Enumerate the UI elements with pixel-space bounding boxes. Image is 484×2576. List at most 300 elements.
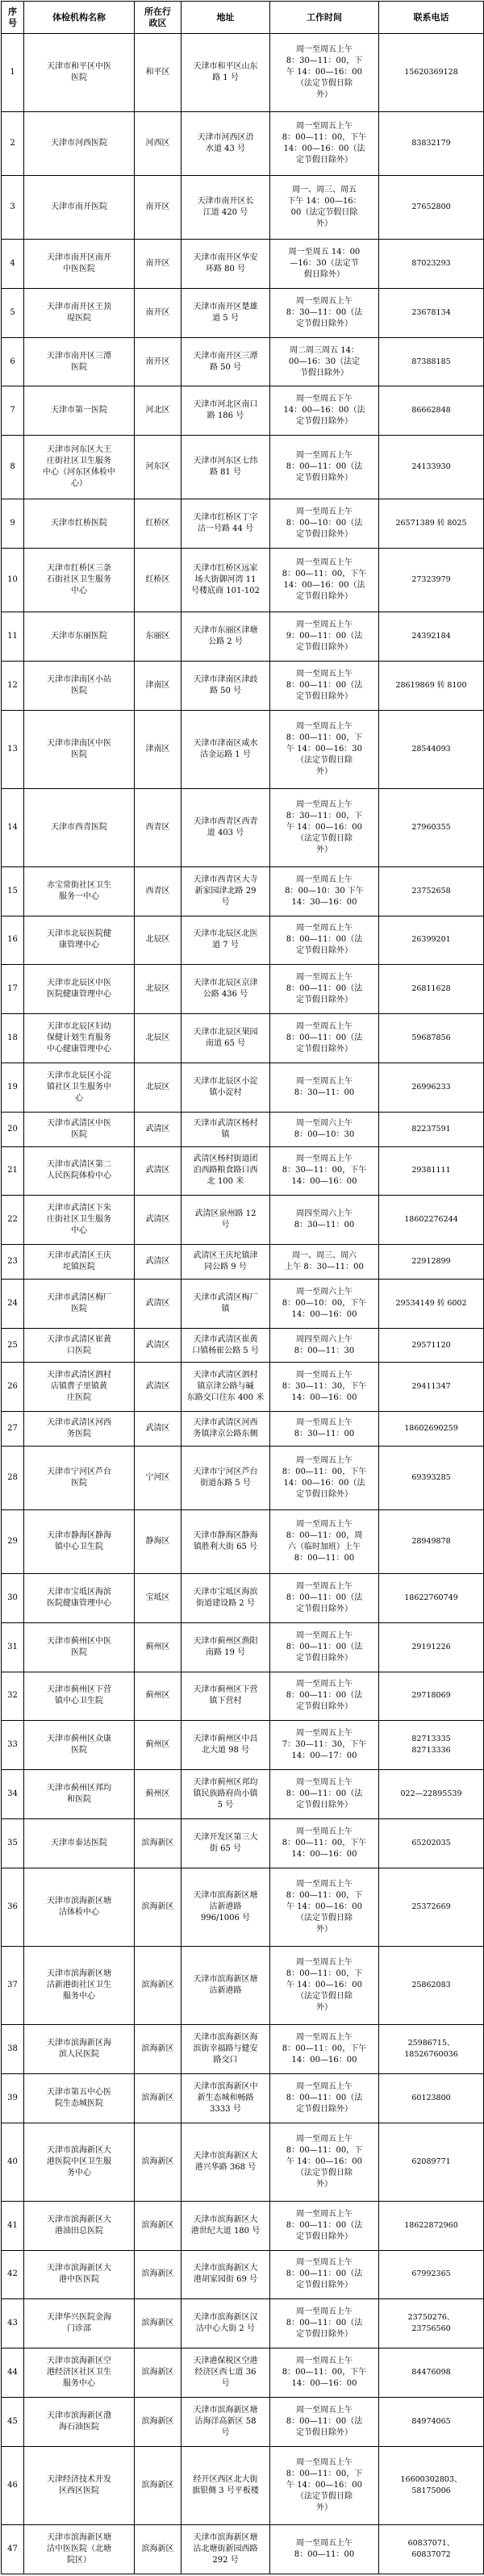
cell-no: 14	[2, 788, 24, 866]
table-row	[2, 2201, 484, 2250]
cell-no: 24	[2, 1279, 24, 1328]
cell-no: 34	[2, 1770, 24, 1819]
cell-district: 北辰区	[135, 965, 182, 1014]
cell-district: 滨海新区	[135, 2024, 182, 2073]
cell-hours: 周一至周五上午 8：00—10：30 下午 14：30—16：00	[270, 866, 379, 916]
cell-phone: 82237591	[379, 1112, 484, 1146]
cell-address: 天津市北辰区京津 公路 436 号	[182, 965, 270, 1014]
table-row	[2, 1412, 484, 1447]
cell-no: 11	[2, 612, 24, 661]
table-row	[2, 1770, 484, 1819]
cell-no: 10	[2, 549, 24, 612]
cell-district: 滨海新区	[135, 2446, 182, 2524]
cell-phone: 26811628	[379, 965, 484, 1014]
cell-phone: 84476098	[379, 2348, 484, 2398]
cell-no: 17	[2, 965, 24, 1014]
cell-phone: 86662848	[379, 386, 484, 436]
cell-address: 天津市武清区梅厂 镇	[182, 1279, 270, 1328]
cell-no: 7	[2, 386, 24, 436]
cell-hours: 周一至周五上午 8：00—11：00，下 午 14：00—16：00 （法定节假日除 外）	[270, 1946, 379, 2024]
cell-org-name: 天津市泰达医院	[24, 1819, 135, 1868]
cell-phone: 26571389 转 8025	[379, 499, 484, 549]
cell-hours: 周一至周五上午 8：30—11：30，下午 14：00—16：00	[270, 1363, 379, 1412]
table-row	[2, 1112, 484, 1146]
cell-no: 5	[2, 288, 24, 337]
cell-address: 天津市静海区静海 镇胜利大街 65 号	[182, 1509, 270, 1573]
cell-address: 天津市滨海新区海 滨街幸福路与健安 路交口	[182, 2024, 270, 2073]
cell-phone: 28544093	[379, 710, 484, 788]
cell-district: 津南区	[135, 710, 182, 788]
cell-address: 武清区泉州路 12 号	[182, 1196, 270, 1245]
header-address: 地址	[182, 2, 270, 34]
cell-address: 天津市武清区杨村 镇	[182, 1112, 270, 1146]
cell-org-name: 天津市北辰区小淀 镇社区卫生服务中 心	[24, 1063, 135, 1113]
cell-phone: 23678134	[379, 288, 484, 337]
cell-org-name: 天津市滨海新区渤 海石油医院	[24, 2398, 135, 2447]
cell-hours: 周一至周五上午 8：00—11：00，下 午 14：00—16：00 （法定节假日除 外）	[270, 1868, 379, 1946]
table-row	[2, 1447, 484, 1510]
table-row	[2, 612, 484, 661]
cell-no: 13	[2, 710, 24, 788]
cell-org-name: 天津市红桥区三条 石街社区卫生服务 中心	[24, 549, 135, 612]
cell-phone: 60837071、 60837072	[379, 2524, 484, 2574]
cell-phone: 27960355	[379, 788, 484, 866]
table-row	[2, 2299, 484, 2348]
cell-phone: 18602276244	[379, 1196, 484, 1245]
cell-district: 武清区	[135, 1196, 182, 1245]
cell-org-name: 天津市津南区中医 医院	[24, 710, 135, 788]
cell-district: 滨海新区	[135, 1946, 182, 2024]
cell-phone: 87023293	[379, 239, 484, 288]
cell-hours: 周一至周五上午 8：30—11：00（法 定节假日除外）	[270, 288, 379, 337]
table-row	[2, 1573, 484, 1622]
cell-org-name: 天津市武清区中医 医院	[24, 1112, 135, 1146]
cell-district: 滨海新区	[135, 2250, 182, 2299]
cell-hours: 周一至周五上午 8：00—11：00（法 定节假日除外）	[270, 1672, 379, 1721]
cell-district: 北辰区	[135, 1014, 182, 1063]
cell-phone: 26996233	[379, 1063, 484, 1113]
cell-address: 天津市滨海新区大 港世纪大道 180 号	[182, 2201, 270, 2250]
table-row	[2, 499, 484, 549]
cell-org-name: 天津市河西医院	[24, 112, 135, 176]
table-row	[2, 2524, 484, 2574]
table-row	[2, 2073, 484, 2123]
cell-district: 南开区	[135, 288, 182, 337]
cell-no: 9	[2, 499, 24, 549]
table-row	[2, 661, 484, 710]
cell-phone: 022—22895539	[379, 1770, 484, 1819]
cell-no: 3	[2, 176, 24, 240]
table-row	[2, 337, 484, 386]
cell-org-name: 天津市武清区梅厂 医院	[24, 1279, 135, 1328]
table-row	[2, 176, 484, 240]
cell-no: 15	[2, 866, 24, 916]
cell-phone: 59687856	[379, 1014, 484, 1063]
cell-hours: 周一至周五下午 14：00—16：00（法 定节假日除外）	[270, 386, 379, 436]
cell-phone: 29718069	[379, 1672, 484, 1721]
cell-org-name: 天津市滨海新区塘 沽新港街社区卫生 服务中心	[24, 1946, 135, 2024]
cell-district: 河西区	[135, 112, 182, 176]
cell-address: 天津市滨海新区大 港兴华路 368 号	[182, 2123, 270, 2201]
cell-address: 天津市河东区七纬 路 81 号	[182, 436, 270, 499]
table-row	[2, 1363, 484, 1412]
cell-no: 26	[2, 1363, 24, 1412]
table-row	[2, 2024, 484, 2073]
cell-address: 天津市武清区泗村 镇京津公路与碱 东路交口往东 400 米	[182, 1363, 270, 1412]
cell-phone: 29534149 转 6002	[379, 1279, 484, 1328]
cell-org-name: 天津市蓟州区众康 医院	[24, 1721, 135, 1770]
cell-hours: 周一至周五上午 8：00—10：00（法 定节假日除外）	[270, 499, 379, 549]
cell-address: 天津市北辰区北医 道 7 号	[182, 916, 270, 965]
cell-district: 东丽区	[135, 612, 182, 661]
cell-address: 天津市滨海新区汉 沽中心大街 2 号	[182, 2299, 270, 2348]
cell-address: 天津市滨海新区塘 沽新港路	[182, 1946, 270, 2024]
cell-district: 西青区	[135, 788, 182, 866]
cell-no: 30	[2, 1573, 24, 1622]
table-row	[2, 2123, 484, 2201]
cell-phone: 69393285	[379, 1447, 484, 1510]
cell-address: 天津市武清区崔黄 口镇杨崔公路 5 号	[182, 1328, 270, 1363]
cell-address: 天津市滨海新区大 港胡家园街 69 号	[182, 2250, 270, 2299]
cell-hours: 周一至周五上午 8：00—11：00（法 定节假日除外）	[270, 2201, 379, 2250]
cell-no: 44	[2, 2348, 24, 2398]
table-row	[2, 386, 484, 436]
cell-district: 武清区	[135, 1279, 182, 1328]
header-phone: 联系电话	[379, 2, 484, 34]
institution-table	[1, 1, 484, 2574]
cell-no: 20	[2, 1112, 24, 1146]
cell-hours: 周一至周五上午 8：00—11：00，下午 14：00—16：00（法 定节假日除外）	[270, 1447, 379, 1510]
cell-hours: 周一至周五上午 8：30—11：00，下午 14：00—16：00	[270, 1146, 379, 1196]
table-row	[2, 1328, 484, 1363]
cell-no: 6	[2, 337, 24, 386]
cell-phone: 67992365	[379, 2250, 484, 2299]
cell-address: 天津市津南区咸水 沽金运路 1 号	[182, 710, 270, 788]
cell-address: 天津市蓟州区下营 镇下营村	[182, 1672, 270, 1721]
cell-no: 47	[2, 2524, 24, 2574]
cell-address: 天津市西青区大寺 新家园津北路 29 号	[182, 866, 270, 916]
cell-phone: 22912899	[379, 1245, 484, 1280]
cell-hours: 周一至周五上午 8：00—11：00，下午 14：00—16：00（法 定节假日除外）	[270, 112, 379, 176]
cell-hours: 周一至周五上午 8：00—11：00，下 午 14：00—16：30 （法定节假日除 外）	[270, 710, 379, 788]
cell-district: 静海区	[135, 1509, 182, 1573]
cell-org-name: 天津市南开区南开 中医医院	[24, 239, 135, 288]
cell-district: 滨海新区	[135, 2073, 182, 2123]
cell-phone: 60123800	[379, 2073, 484, 2123]
cell-district: 津南区	[135, 661, 182, 710]
cell-phone: 24133930	[379, 436, 484, 499]
cell-hours: 周一至周五上午 8：00—11：00，下午 14：00—16：00（法 定节假日除外）	[270, 549, 379, 612]
cell-phone: 23750276、 23756560	[379, 2299, 484, 2348]
cell-address: 天津港保税区空港 经济区西七道 36 号	[182, 2348, 270, 2398]
cell-phone: 18602690259	[379, 1412, 484, 1447]
cell-district: 武清区	[135, 1363, 182, 1412]
cell-hours: 周一至周五上午 8：00—11：00，下午 14：00—16：00	[270, 2348, 379, 2398]
cell-no: 28	[2, 1447, 24, 1510]
cell-hours: 周一至周五上午 8：30—11：00，下 午 14：00—16：00 （法定节假日除 外）	[270, 788, 379, 866]
cell-address: 天津市河北区南口 路 186 号	[182, 386, 270, 436]
cell-address: 天津市津南区津歧 路 50 号	[182, 661, 270, 710]
cell-phone: 24392184	[379, 612, 484, 661]
cell-org-name: 天津市西青医院	[24, 788, 135, 866]
cell-address: 经开区西区北大街 旗银侧 3 号平板楼	[182, 2446, 270, 2524]
cell-address: 天津市南开区长 江道 420 号	[182, 176, 270, 240]
cell-org-name: 天津市滨海新区大 港医院中区卫生服 务中心	[24, 2123, 135, 2201]
cell-no: 37	[2, 1946, 24, 2024]
cell-phone: 18622760749	[379, 1573, 484, 1622]
cell-phone: 29571120	[379, 1328, 484, 1363]
cell-hours: 周一至周五上午 8：00—11：00	[270, 2524, 379, 2574]
cell-org-name: 天津市武清区崔黄 口医院	[24, 1328, 135, 1363]
table-row	[2, 1721, 484, 1770]
header-district: 所在行 政区	[135, 2, 182, 34]
cell-no: 4	[2, 239, 24, 288]
cell-org-name: 天津市和平区中医 医院	[24, 34, 135, 112]
cell-phone: 18622872960	[379, 2201, 484, 2250]
cell-phone: 26399201	[379, 916, 484, 965]
cell-district: 滨海新区	[135, 2123, 182, 2201]
cell-org-name: 赤宝常街社区卫生 服务一中心	[24, 866, 135, 916]
cell-hours: 周一至周五上午 8：00—11：00，下 午 14：00—16：00 （法定节假日除 外）	[270, 2123, 379, 2201]
cell-org-name: 天津市武清区河西 务医院	[24, 1412, 135, 1447]
cell-district: 蓟州区	[135, 1672, 182, 1721]
cell-no: 31	[2, 1622, 24, 1672]
cell-no: 29	[2, 1509, 24, 1573]
cell-hours: 周一至周五上午 8：30—11：00，下 午 14：00—16：00 （法定节假日除 外）	[270, 34, 379, 112]
table-row	[2, 866, 484, 916]
table-row	[2, 788, 484, 866]
cell-no: 1	[2, 34, 24, 112]
cell-address: 天津市西青区西青 道 403 号	[182, 788, 270, 866]
cell-hours: 周一、周三、周六 上午 8：30—11：00	[270, 1245, 379, 1280]
cell-phone: 87388185	[379, 337, 484, 386]
cell-phone: 29191226	[379, 1622, 484, 1672]
header-org: 体检机构名称	[24, 2, 135, 34]
cell-no: 21	[2, 1146, 24, 1196]
cell-hours: 周四至周六上午 8：00—11：30	[270, 1328, 379, 1363]
cell-address: 武清区杨村街道团 泊西路粮食路口西 北 100 米	[182, 1146, 270, 1196]
cell-address: 天津市滨海新区塘 沽新港路 996/1006 号	[182, 1868, 270, 1946]
cell-hours: 周一至周五上午 8：00—11：00（法 定节假日除外）	[270, 2299, 379, 2348]
table-row	[2, 2348, 484, 2398]
cell-address: 天津市南开区华安 环路 80 号	[182, 239, 270, 288]
cell-org-name: 天津市滨海新区塘 沽体检中心	[24, 1868, 135, 1946]
cell-hours: 周二周三周五 14： 00—16：30（法定 节假日除外）	[270, 337, 379, 386]
cell-no: 39	[2, 2073, 24, 2123]
cell-hours: 周一至周五上午 8：00—11：00（法 定节假日除外）	[270, 436, 379, 499]
cell-org-name: 天津市滨海新区塘 沽中医医院（北塘 院区）	[24, 2524, 135, 2574]
cell-org-name: 天津市南开区王顶 堤医院	[24, 288, 135, 337]
table-row	[2, 112, 484, 176]
cell-org-name: 天津市宁河区芦台 医院	[24, 1447, 135, 1510]
cell-phone: 15620369128	[379, 34, 484, 112]
cell-hours: 周一至周五上午 8：00—11：00（法 定节假日除外）	[270, 2073, 379, 2123]
cell-no: 46	[2, 2446, 24, 2524]
table-row	[2, 1672, 484, 1721]
cell-district: 宝坻区	[135, 1573, 182, 1622]
cell-district: 河东区	[135, 436, 182, 499]
cell-no: 25	[2, 1328, 24, 1363]
cell-no: 40	[2, 2123, 24, 2201]
cell-district: 河北区	[135, 386, 182, 436]
cell-hours: 周一至周五上午 8：00—11：00（法 定节假日除外）	[270, 1622, 379, 1672]
cell-no: 43	[2, 2299, 24, 2348]
cell-district: 蓟州区	[135, 1770, 182, 1819]
cell-address: 天津市滨海新区塘 沽北塘街新园西路 292 号	[182, 2524, 270, 2574]
cell-address: 天津市红桥区远家 场大街御河湾 11 号楼底商 101-102	[182, 549, 270, 612]
header-no: 序 号	[2, 2, 24, 34]
cell-address: 天津市和平区山东 路 1 号	[182, 34, 270, 112]
cell-phone: 83832179	[379, 112, 484, 176]
table-row	[2, 965, 484, 1014]
cell-no: 8	[2, 436, 24, 499]
cell-district: 蓟州区	[135, 1622, 182, 1672]
table-row	[2, 239, 484, 288]
cell-phone: 27652800	[379, 176, 484, 240]
cell-org-name: 天津市红桥医院	[24, 499, 135, 549]
cell-org-name: 天津市静海区静海 镇中心卫生院	[24, 1509, 135, 1573]
cell-org-name: 天津市蓟州区邦均 和医院	[24, 1770, 135, 1819]
cell-address: 天津市东丽区津塘 公路 2 号	[182, 612, 270, 661]
cell-district: 滨海新区	[135, 2201, 182, 2250]
cell-org-name: 天津市第五中心医 院生态城医院	[24, 2073, 135, 2123]
cell-district: 滨海新区	[135, 2348, 182, 2398]
cell-org-name: 天津华兴医院金海 门诊部	[24, 2299, 135, 2348]
table-row	[2, 916, 484, 965]
cell-no: 45	[2, 2398, 24, 2447]
cell-hours: 周一至周五上午 8：00—11：00（法 定节假日除外）	[270, 916, 379, 965]
table-row	[2, 1063, 484, 1113]
cell-org-name: 天津市蓟州区下营 镇中心卫生院	[24, 1672, 135, 1721]
cell-address: 天津市蓟州区邦均 镇民族路府尚小镇 5 号	[182, 1770, 270, 1819]
cell-address: 天津市南开区三潭 路 50 号	[182, 337, 270, 386]
cell-hours: 周一至周五上午 8：00—11：00（法 定节假日除外）	[270, 1770, 379, 1819]
cell-org-name: 天津市北辰区妇幼 保健计划生育服务 中心健康管理中心	[24, 1014, 135, 1063]
cell-district: 滨海新区	[135, 2524, 182, 2574]
cell-hours: 周一至周五上午 7：30—11：30，下午 14：00—17：00	[270, 1721, 379, 1770]
table-row	[2, 288, 484, 337]
cell-phone: 65202035	[379, 1819, 484, 1868]
cell-district: 武清区	[135, 1245, 182, 1280]
cell-no: 36	[2, 1868, 24, 1946]
cell-phone: 25862083	[379, 1946, 484, 2024]
table-row	[2, 2446, 484, 2524]
cell-district: 武清区	[135, 1112, 182, 1146]
cell-district: 武清区	[135, 1412, 182, 1447]
cell-org-name: 天津市河东区大王 庄街社区卫生服务 中心（河东区体检中 心）	[24, 436, 135, 499]
cell-address: 天津市滨海新区中 新生态城和畅路 3333 号	[182, 2073, 270, 2123]
cell-org-name: 天津市东丽医院	[24, 612, 135, 661]
cell-org-name: 天津市南开医院	[24, 176, 135, 240]
cell-no: 35	[2, 1819, 24, 1868]
cell-address: 天津市宁河区芦台 街道东路 5 号	[182, 1447, 270, 1510]
cell-phone: 25372669	[379, 1868, 484, 1946]
cell-hours: 周一至周五上午 8：00—11：00，下午 14：00—16：00	[270, 1819, 379, 1868]
table-row	[2, 1946, 484, 2024]
cell-org-name: 天津市武清区王庆 坨镇医院	[24, 1245, 135, 1280]
cell-district: 南开区	[135, 239, 182, 288]
cell-no: 19	[2, 1063, 24, 1113]
cell-hours: 周一至周五上午 8：00—11：00（法 定节假日除外）	[270, 2250, 379, 2299]
cell-hours: 周一至周五 14：00 —16：30（法定节 假日除外）	[270, 239, 379, 288]
cell-no: 38	[2, 2024, 24, 2073]
cell-org-name: 天津市滨海新区海 滨人民医院	[24, 2024, 135, 2073]
cell-hours: 周一至周五上午 8：00—11：00（法 定节假日除外）	[270, 661, 379, 710]
institution-table-sheet	[1, 1, 483, 2574]
cell-phone: 84974065	[379, 2398, 484, 2447]
cell-org-name: 天津经济技术开发 区西区医院	[24, 2446, 135, 2524]
table-row	[2, 2250, 484, 2299]
cell-org-name: 天津市武清区第二 人民医院体检中心	[24, 1146, 135, 1196]
cell-address: 天津市北辰区小淀 镇小淀村	[182, 1063, 270, 1113]
cell-hours: 周四至周六上午 8：30—11：00	[270, 1196, 379, 1245]
cell-phone: 27323979	[379, 549, 484, 612]
cell-org-name: 天津市第一医院	[24, 386, 135, 436]
cell-no: 32	[2, 1672, 24, 1721]
cell-district: 滨海新区	[135, 2299, 182, 2348]
cell-phone: 23752658	[379, 866, 484, 916]
cell-no: 27	[2, 1412, 24, 1447]
cell-address: 天津市滨海新区塘 沽海洋高新区 58 号	[182, 2398, 270, 2447]
cell-phone: 25986715、 18526760036	[379, 2024, 484, 2073]
cell-org-name: 天津市武清区泗村 店镇曹子里镇黄 庄医院	[24, 1363, 135, 1412]
table-row	[2, 710, 484, 788]
cell-no: 41	[2, 2201, 24, 2250]
cell-no: 16	[2, 916, 24, 965]
cell-address: 天津市北辰区果园 南道 65 号	[182, 1014, 270, 1063]
cell-hours: 周一至周五上午 8：30—11：00	[270, 1063, 379, 1113]
cell-no: 12	[2, 661, 24, 710]
cell-phone: 82713335 82713336	[379, 1721, 484, 1770]
cell-phone: 29381111	[379, 1146, 484, 1196]
cell-org-name: 天津市滨海新区空 港经济区社区卫生 服务中心	[24, 2348, 135, 2398]
cell-hours: 周一至周五上午 8：00—11：00，周 六（临时加班）上午 8：00—11：00	[270, 1509, 379, 1573]
cell-no: 23	[2, 1245, 24, 1280]
cell-address: 天津市蓟州区渔阳 南路 19 号	[182, 1622, 270, 1672]
cell-org-name: 天津市北辰区中医 医院健康管理中心	[24, 965, 135, 1014]
cell-phone: 16600302803、 58175006	[379, 2446, 484, 2524]
cell-address: 天津市河西区浯 水道 43 号	[182, 112, 270, 176]
table-row	[2, 1868, 484, 1946]
table-row	[2, 1196, 484, 1245]
cell-hours: 周一至周五上午 8：00—11：00（法 定节假日除外）	[270, 2398, 379, 2447]
cell-no: 33	[2, 1721, 24, 1770]
cell-hours: 周一至周五上午 8：00—11：00（法 定节假日除外）	[270, 965, 379, 1014]
cell-no: 2	[2, 112, 24, 176]
cell-district: 滨海新区	[135, 1868, 182, 1946]
cell-org-name: 天津市北辰医院健 康管理中心	[24, 916, 135, 965]
cell-district: 南开区	[135, 337, 182, 386]
cell-hours: 周一至周六上午 8：00—10：00，下午 14：00—16：00	[270, 1279, 379, 1328]
cell-district: 滨海新区	[135, 2398, 182, 2447]
cell-district: 武清区	[135, 1146, 182, 1196]
table-row	[2, 1509, 484, 1573]
table-row	[2, 549, 484, 612]
cell-district: 宁河区	[135, 1447, 182, 1510]
cell-hours: 周一、周三、周五 下午 14：00—16： 00（法定节假日除 外）	[270, 176, 379, 240]
cell-district: 红桥区	[135, 499, 182, 549]
cell-hours: 周一至周五上午 8：00—11：00，下午 14：00—16：00	[270, 2024, 379, 2073]
table-row	[2, 34, 484, 112]
table-row	[2, 1819, 484, 1868]
table-row	[2, 1279, 484, 1328]
cell-district: 滨海新区	[135, 1819, 182, 1868]
cell-district: 红桥区	[135, 549, 182, 612]
table-row	[2, 1622, 484, 1672]
table-row	[2, 1014, 484, 1063]
cell-address: 天津市蓟州区中昌 北大道 98 号	[182, 1721, 270, 1770]
cell-address: 武清区王庆坨镇津 同公路 9 号	[182, 1245, 270, 1280]
